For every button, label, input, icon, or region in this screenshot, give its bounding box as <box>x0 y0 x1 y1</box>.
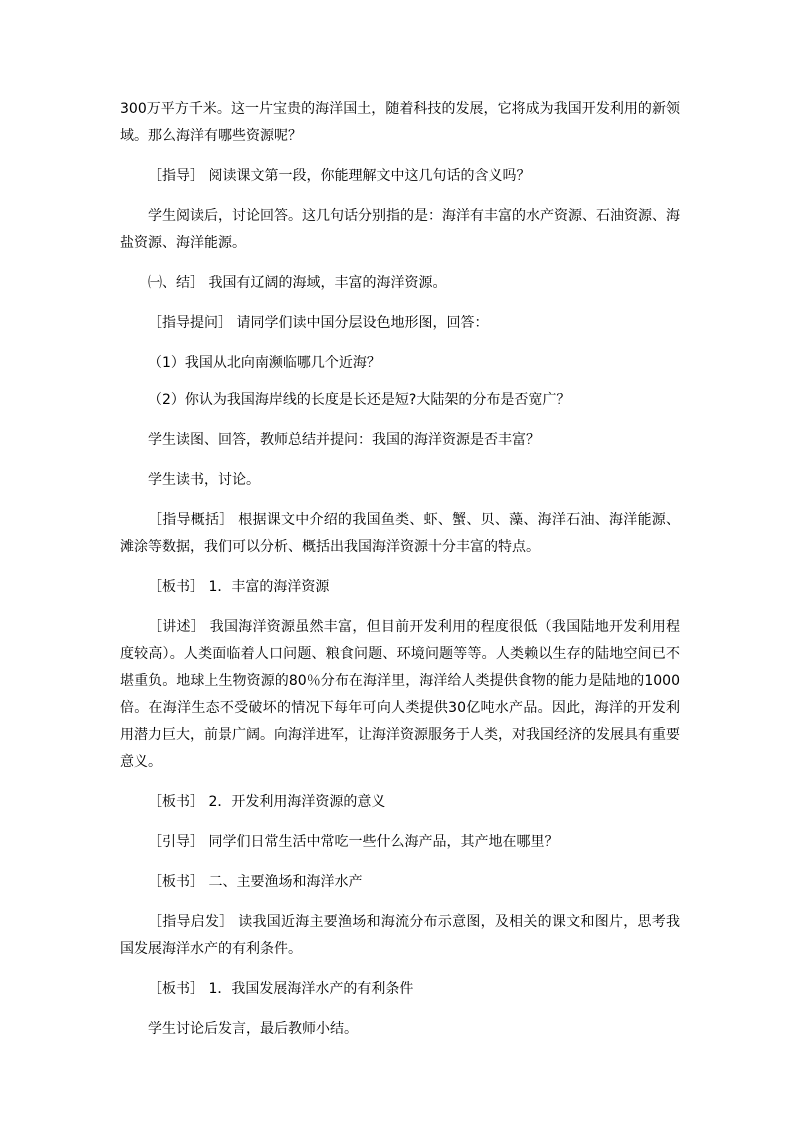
paragraph-final-summary: 学生讨论后发言，最后教师小结。 <box>148 1021 358 1037</box>
paragraph-lead-question: ［引导］ 同学们日常生活中常吃一些什么海产品，其产地在哪里？ <box>148 834 559 850</box>
paragraph-student-discussion: 学生阅读后，讨论回答。这几句话分别指的是：海洋有丰富的水产资源、石油资源、海盐资源、海洋能源。 <box>120 208 680 251</box>
paragraph-guide-summary: ［指导概括］ 根据课文中介绍的我国鱼类、虾、蟹、贝、藻、海洋石油、海洋能源、滩涂等数据，我们可以分析、概括出我国海洋资源十分丰富的特点。 <box>120 512 680 555</box>
paragraph-guide-question: ［指导提问］ 请同学们读中国分层设色地形图，回答： <box>148 315 489 331</box>
paragraph-question-two: （2）你认为我国海岸线的长度是长还是短?大陆架的分布是否宽广？ <box>148 392 571 408</box>
paragraph-ocean-area: 300万平方千米。这一片宝贵的海洋国土，随着科技的发展，它将成为我国开发利用的新领域。那么海洋有哪些资源呢？ <box>120 101 680 144</box>
paragraph-summary-one: ㈠、结］ 我国有辽阔的海域，丰富的海洋资源。 <box>148 275 447 291</box>
document-body <box>120 96 680 1056</box>
paragraph-teacher-summary: 学生读图、回答，教师总结并提问：我国的海洋资源是否丰富？ <box>148 432 540 448</box>
paragraph-question-one: （1）我国从北向南濒临哪几个近海？ <box>148 355 381 371</box>
paragraph-board-fishery: ［板书］ 二、主要渔场和海洋水产 <box>148 874 363 890</box>
paragraph-guide-inspire: ［指导启发］ 读我国近海主要渔场和海流分布示意图，及相关的课文和图片，思考我国发展海洋水产的有利条件。 <box>120 914 680 957</box>
paragraph-board-two: ［板书］ 2．开发利用海洋资源的意义 <box>148 794 386 810</box>
paragraph-student-reading: 学生读书，讨论。 <box>148 472 260 488</box>
paragraph-lecture: ［讲述］ 我国海洋资源虽然丰富，但目前开发利用的程度很低（我国陆地开发利用程度较高）。人类面临着人口问题、粮食问题、环境问题等等。人类赖以生存的陆地空间已不堪重负。地球上生物资源的80％分布在海洋里，海洋给人类提供食物的能力是陆地的1000倍。在海洋生态不受破坏的情况下每年可向人类提供30亿吨水产品。因此，海洋的开发利用潜力巨大，前景广阔。向海洋进军，让海洋资源服务于人类，对我国经济的发展具有重要意义。 <box>120 619 680 770</box>
paragraph-board-one: ［板书］ 1．丰富的海洋资源 <box>148 579 330 595</box>
paragraph-guide-reading: ［指导］ 阅读课文第一段，你能理解文中这几句话的含义吗？ <box>148 168 531 184</box>
paragraph-board-conditions: ［板书］ 1．我国发展海洋水产的有利条件 <box>148 981 414 997</box>
